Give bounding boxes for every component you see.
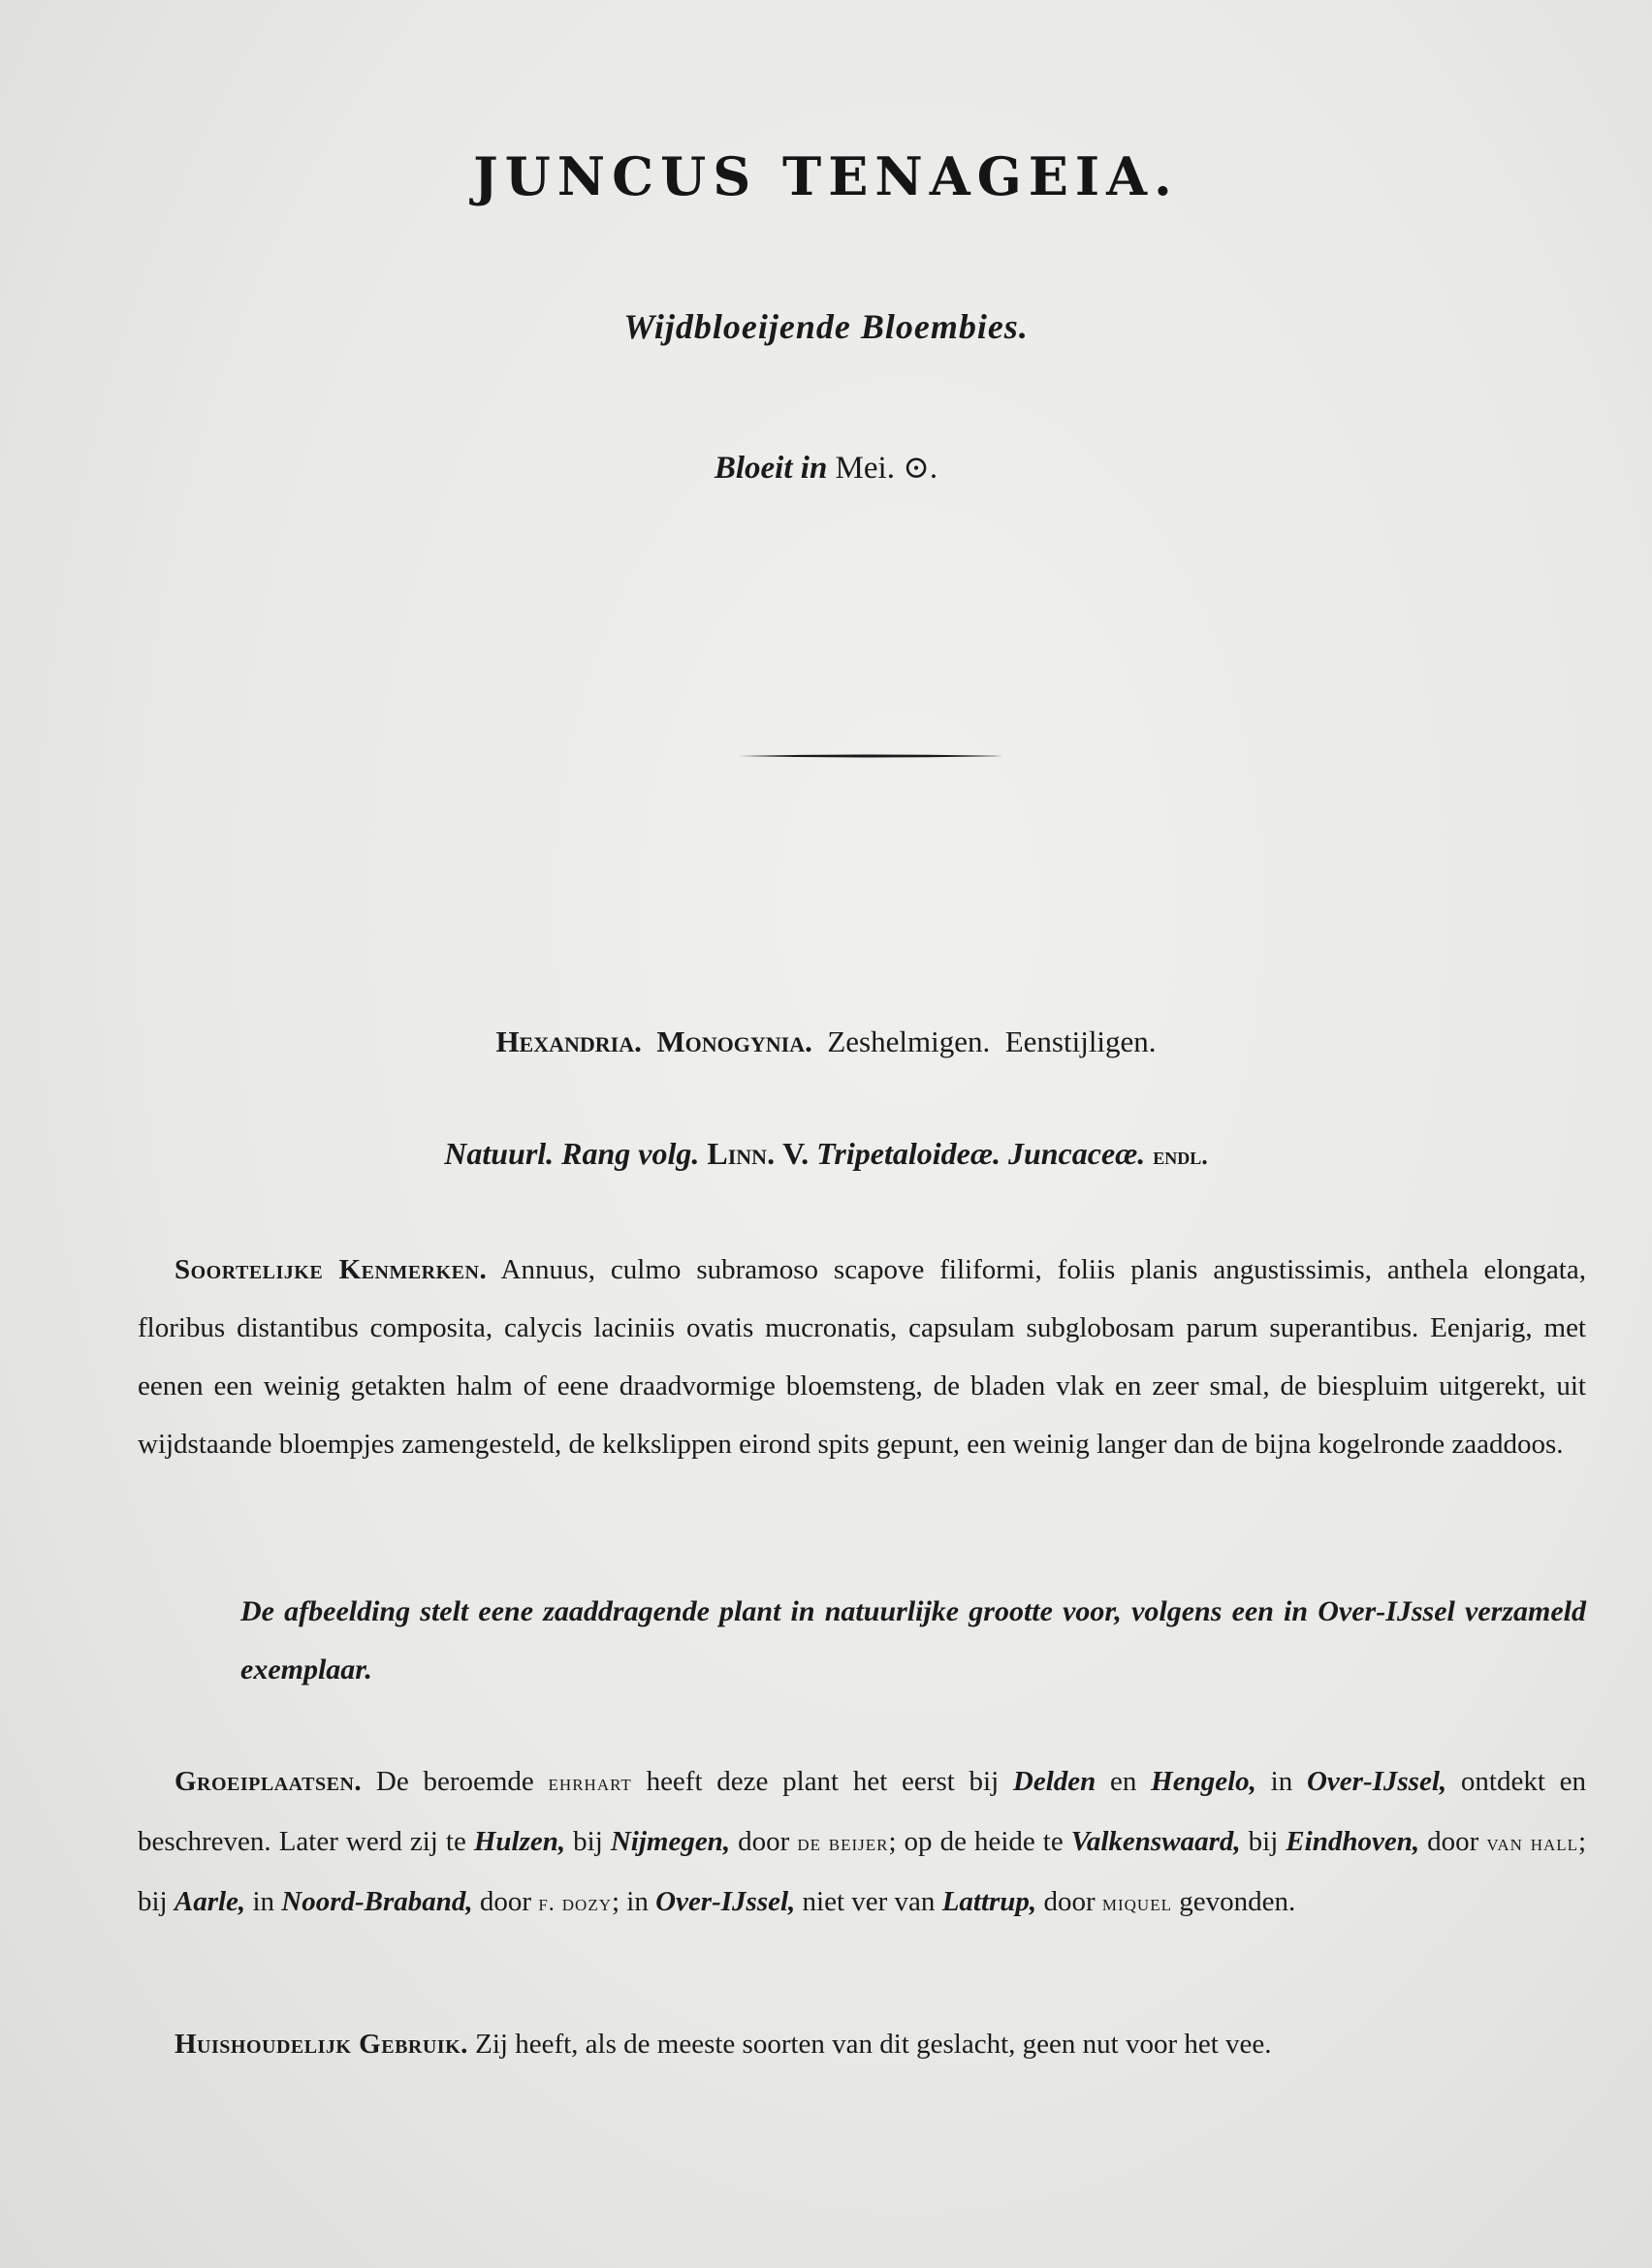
habitats-text: door xyxy=(1427,1826,1479,1857)
class-name: Hexandria. xyxy=(495,1024,642,1058)
person-name: de beijer xyxy=(797,1831,889,1856)
habitats-text: bij xyxy=(573,1826,603,1857)
species-characteristics xyxy=(138,1241,1586,1473)
rank-group: Tripetaloideæ. xyxy=(816,1136,1001,1171)
characteristics-text: Annuus, culmo subramoso scapove filiformi, foliis planis angustissimis, anthela elongata, floribus distantibus composita, calycis laciniis ovatis mucronatis, capsulam subglobosam parum superantibus. Eenjarig, met eenen een weinig getakten halm of eene draadvormige bloemsteng, de bladen vlak en zeer smal, de biespluim uitgerekt, uit wijdstaande bloempjes zamengesteld, de kelkslippen eirond spits gepunt, een weinig langer dan de bijna kogelronde zaaddoos. xyxy=(138,1254,1586,1460)
household-use-label: Huishoudelijk Gebruik. xyxy=(175,2029,468,2060)
habitats-text: De beroemde xyxy=(375,1766,534,1797)
illustration-note: De afbeelding stelt eene zaaddragende plant in natuurlijke grootte voor, volgens een in Over-IJssel verzameld exemplaar. xyxy=(240,1595,1586,1685)
rank-roman: V. xyxy=(782,1136,810,1171)
habitats-text: door xyxy=(738,1826,790,1857)
place-name: Hulzen, xyxy=(473,1826,566,1857)
habitats-text: bij xyxy=(1248,1826,1279,1857)
person-name: ehrhart xyxy=(548,1771,632,1796)
habitats-text: heeft deze plant het eerst bij xyxy=(646,1766,1000,1797)
place-name: Delden xyxy=(1012,1766,1096,1797)
bloom-month: Mei. xyxy=(835,451,895,486)
place-name: Nijmegen, xyxy=(610,1826,731,1857)
natural-rank xyxy=(0,1136,1652,1172)
habitats-text: ontdekt en beschreven. Later werd zij te xyxy=(138,1766,1586,1857)
habitats-paragraph xyxy=(138,1752,1586,1933)
place-name: Lattrup, xyxy=(941,1886,1037,1917)
place-name: Valkenswaard, xyxy=(1070,1826,1241,1857)
place-name: Over-IJssel, xyxy=(1306,1766,1447,1797)
habitats-text: door xyxy=(1043,1886,1096,1917)
habitats-text: ; in xyxy=(612,1886,649,1917)
habitats-text: gevonden. xyxy=(1179,1886,1296,1917)
rank-label: Natuurl. Rang volg. xyxy=(444,1136,700,1171)
household-use xyxy=(138,2015,1586,2073)
place-name: Eindhoven, xyxy=(1286,1826,1420,1857)
rank-author: endl. xyxy=(1153,1142,1208,1170)
dutch-order: Eenstijligen. xyxy=(1004,1024,1157,1058)
habitats-label: Groeiplaatsen. xyxy=(175,1766,363,1797)
place-name: Hengelo, xyxy=(1151,1766,1256,1797)
order-name: Monogynia. xyxy=(656,1024,812,1058)
species-title: JUNCUS TENAGEIA. xyxy=(473,145,1179,207)
habitats-text: door xyxy=(479,1886,532,1917)
flowering-period xyxy=(0,448,1652,487)
rank-family: Juncaceæ. xyxy=(1007,1136,1146,1171)
characteristics-label: Soortelijke Kenmerken. xyxy=(175,1254,488,1285)
person-name: van hall xyxy=(1486,1831,1579,1856)
household-use-text: Zij heeft, als de meeste soorten van dit geslacht, geen nut voor het vee. xyxy=(475,2029,1272,2060)
place-name: Aarle, xyxy=(174,1886,246,1917)
person-name: miquel xyxy=(1101,1891,1172,1916)
bloom-label: Bloeit in xyxy=(714,451,828,486)
place-name: Over-IJssel, xyxy=(655,1886,796,1917)
habitats-text: ; bij xyxy=(138,1826,1587,1917)
habitats-text: niet ver van xyxy=(802,1886,936,1917)
dutch-common-name: Wijdbloeijende Bloembies. xyxy=(623,307,1029,346)
dutch-class: Zeshelmigen. xyxy=(827,1024,991,1058)
place-name: Noord-Braband, xyxy=(281,1886,473,1917)
habitats-text: en xyxy=(1110,1766,1137,1797)
person-name: f. dozy xyxy=(538,1891,612,1916)
rank-linn: Linn. xyxy=(707,1136,776,1171)
habitats-text: in xyxy=(252,1886,274,1917)
annual-symbol: ⊙. xyxy=(903,451,938,486)
habitats-text: in xyxy=(1270,1766,1293,1797)
divider-rule xyxy=(739,753,1002,759)
linnaean-classification xyxy=(0,1024,1652,1059)
habitats-text: ; op de heide te xyxy=(888,1826,1064,1857)
